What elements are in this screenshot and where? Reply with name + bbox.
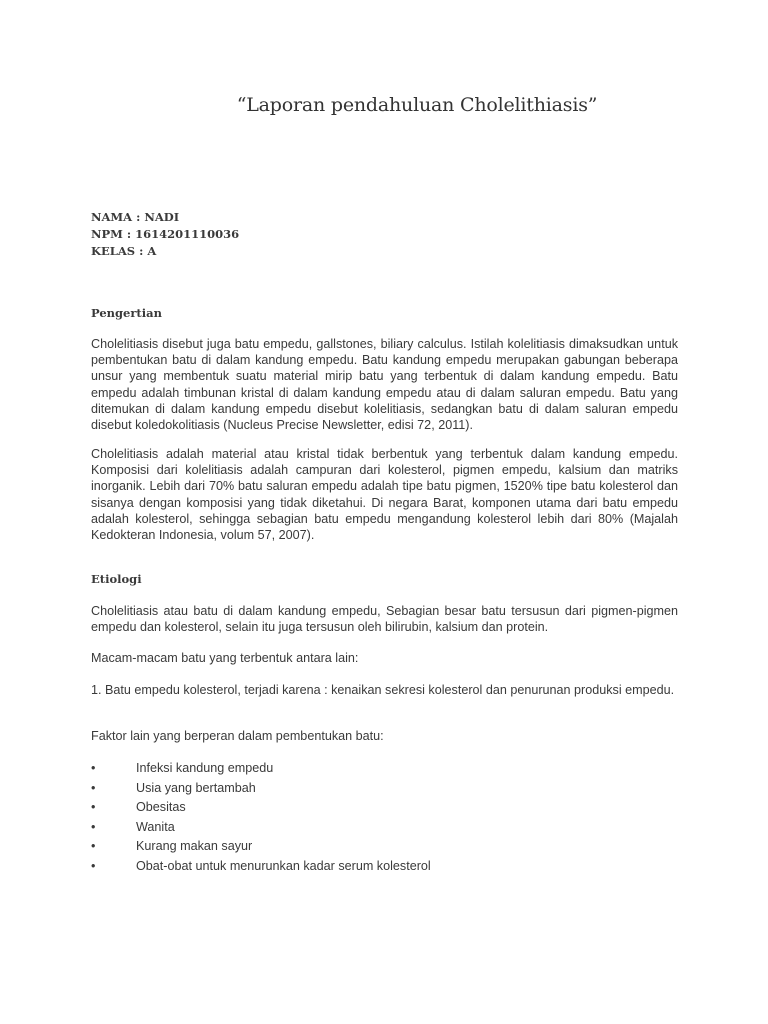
bullet-icon: • xyxy=(91,858,96,873)
etiologi-paragraph-1: Cholelitiasis atau batu di dalam kandung empedu, Sebagian besar batu tersusun dari pigmen-pigmen empedu dan kolesterol, selain itu juga tersusun oleh bilirubin, kalsium dan protein. xyxy=(91,604,678,635)
list-item-text: Infeksi kandung empedu xyxy=(136,761,274,775)
student-info xyxy=(91,209,239,260)
list-item-text: Wanita xyxy=(136,819,175,834)
list-item-text: Obesitas xyxy=(136,800,186,815)
list-item-text: Kurang makan sayur xyxy=(136,839,253,854)
list-item xyxy=(91,780,691,800)
student-class: KELAS : A xyxy=(91,244,157,258)
pengertian-paragraph-1: Cholelitiasis disebut juga batu empedu, gallstones, biliary calculus. Istilah kolelitiasis dimaksudkan untuk pembentukan batu di dalam kandung empedu. Batu kandung empedu merupakan gabungan beberapa unsur yang membentuk suatu material mirip batu yang terbentuk di dalam kandung empedu. Batu empedu adalah timbunan kristal di dalam kandung empedu atau di dalam saluran empedu. Batu yang ditemukan di dalam kandung empedu disebut kolelitiasis, sedangkan batu di dalam saluran empedu disebut koledokolitiasis (Nucleus Precise Newsletter, edisi 72, 2011). xyxy=(91,337,678,433)
list-item xyxy=(91,819,691,839)
heading-etiologi: Etiologi xyxy=(91,572,142,586)
factor-list xyxy=(91,760,691,878)
document-title: “Laporan pendahuluan Cholelithiasis” xyxy=(236,94,598,116)
list-item-text: Usia yang bertambah xyxy=(136,780,256,795)
list-item xyxy=(91,760,691,780)
list-item xyxy=(91,838,691,858)
bullet-icon: • xyxy=(91,839,96,854)
list-item xyxy=(91,858,691,878)
list-item-text: Obat-obat untuk menurunkan kadar serum kolesterol xyxy=(136,858,431,873)
pengertian-paragraph-2: Cholelitiasis adalah material atau kristal tidak berbentuk yang terbentuk dalam kandung empedu. Komposisi dari kolelitiasis adalah campuran dari kolesterol, pigmen empedu, kalsium dan matriks inorganik. Lebih dari 70% batu saluran empedu adalah tipe batu pigmen, 1520% tipe batu kolesterol dan sisanya dengan komposisi yang tidak diketahui. Di negara Barat, komponen utama dari batu empedu adalah kolesterol, sehingga sebagian batu empedu mengandung kolesterol lebih dari 80% (Majalah Kedokteran Indonesia, volum 57, 2007). xyxy=(91,447,678,543)
student-npm: NPM : 1614201110036 xyxy=(91,227,240,241)
etiologi-paragraph-2: Macam-macam batu yang terbentuk antara lain: xyxy=(91,651,359,665)
bullet-icon: • xyxy=(91,780,96,795)
list-item xyxy=(91,799,691,819)
heading-pengertian: Pengertian xyxy=(91,306,162,320)
bullet-icon: • xyxy=(91,800,96,815)
etiologi-paragraph-3: 1. Batu empedu kolesterol, terjadi karena : kenaikan sekresi kolesterol dan penurunan produksi empedu. xyxy=(91,683,675,697)
etiologi-paragraph-4: Faktor lain yang berperan dalam pembentukan batu: xyxy=(91,729,384,743)
student-name: NAMA : NADI xyxy=(91,210,180,224)
bullet-icon: • xyxy=(91,819,96,834)
bullet-icon: • xyxy=(91,761,96,775)
